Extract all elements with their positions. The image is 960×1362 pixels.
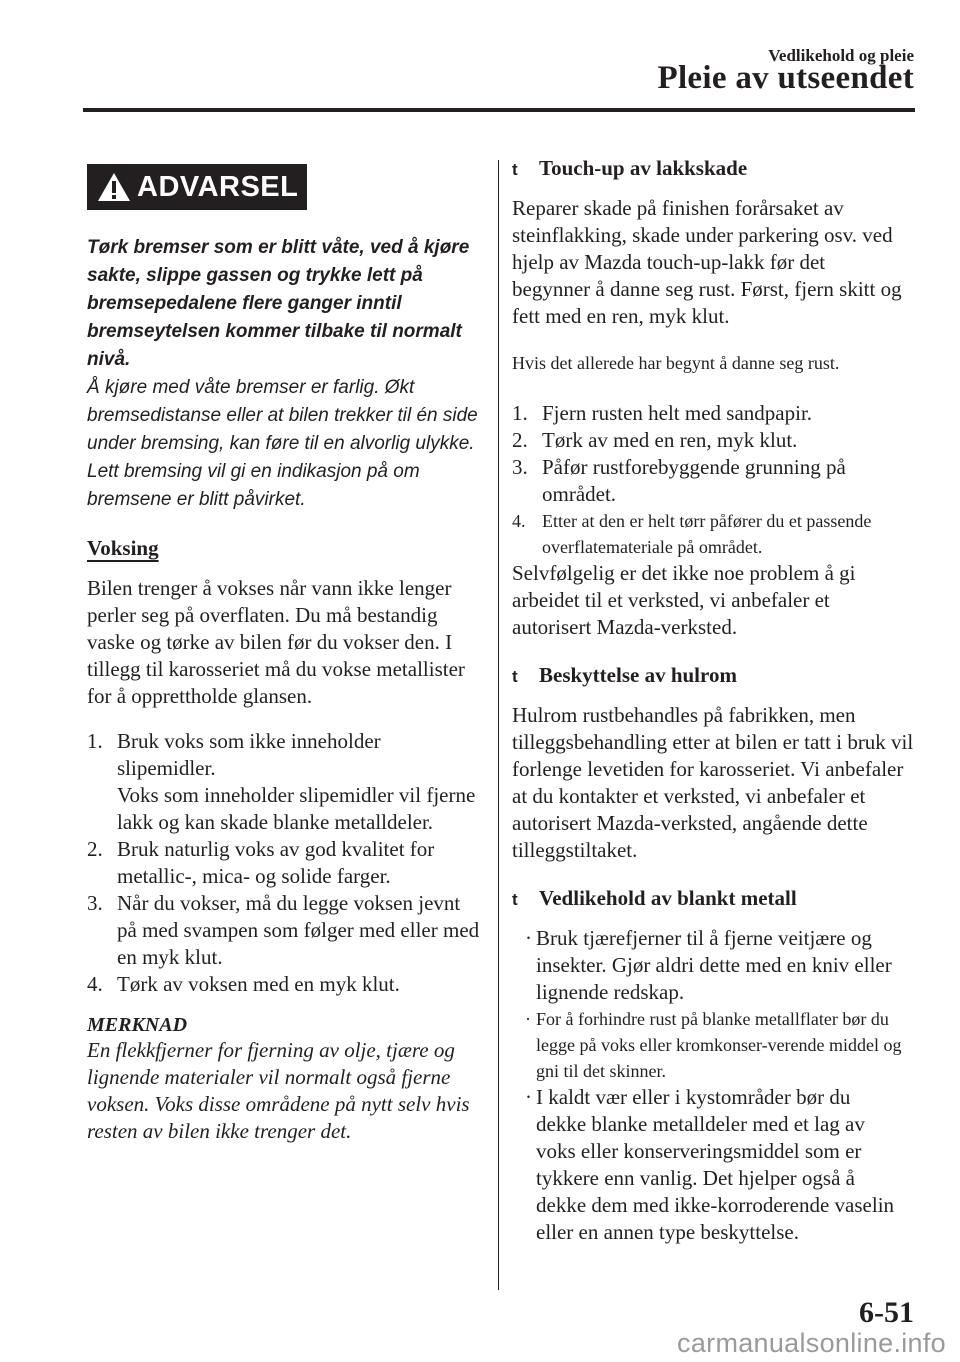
right-column: [512, 156, 922, 1246]
page-number: 6-51: [859, 1296, 914, 1329]
touchup-rust-intro: Hvis det allerede har begynt å danne seg rust.: [512, 353, 840, 373]
section-title: Touch-up av lakkskade: [539, 156, 748, 180]
touchup-text: Reparer skade på finishen forårsaket av steinflakking, skade under parkering osv. ved hjelp av Mazda touch-up-lakk før det begynner å danne seg rust. Først, fjern skitt og fett med en ren, myk klut.: [512, 196, 902, 328]
list-text: Når du vokser, må du legge voksen jevnt på med svampen som følger med eller med en myk klut.: [117, 891, 480, 969]
section-title: Vedlikehold av blankt metall: [539, 886, 797, 910]
list-item: [87, 728, 482, 836]
bullet-dot: ·: [525, 1009, 531, 1029]
list-item: [512, 454, 907, 508]
list-text: Bruk naturlig voks av god kvalitet for metallic-, mica- og solide farger.: [117, 837, 435, 888]
section-marker: t: [512, 890, 518, 909]
section-title: Beskyttelse av hulrom: [539, 663, 737, 687]
note-heading: MERKNAD: [87, 1014, 188, 1036]
watermark: carmanualsonline.info: [677, 1328, 946, 1358]
list-text: Fjern rusten helt med sandpapir.: [542, 401, 813, 425]
warning-triangle-icon: [97, 172, 131, 202]
list-item: [87, 890, 482, 971]
bullet-dot: ·: [525, 926, 532, 950]
touchup-closing: Selvfølgelig er det ikke noe problem å gi arbeidet til et verksted, vi anbefaler et autorisert Mazda-verksted.: [512, 561, 856, 639]
warning-text: Å kjøre med våte bremser er farlig. Økt bremsedistanse eller at bilen trekker til én side under bremsing, kan føre til en alvorlig ulykke. Lett bremsing vil gi en indikasjon på om bremsene er blitt påvirket.: [87, 377, 478, 510]
list-text: Etter at den er helt tørr påfører du et passende overflatemateriale på området.: [542, 511, 872, 557]
step-subtext: Voks som inneholder slipemidler vil fjerne lakk og kan skade blanke metalldeler.: [117, 783, 476, 834]
warning-bold-text: Tørk bremser som er blitt våte, ved å kjøre sakte, slippe gassen og trykke lett på bremsepedalene flere ganger inntil bremseytelsen kommer tilbake til normalt nivå.: [87, 237, 470, 370]
section-marker: t: [512, 160, 518, 179]
list-text: For å forhindre rust på blanke metallflater bør du legge på voks eller kromkonser-verende middel og gni til det skinner.: [536, 1009, 902, 1081]
list-number: 4.: [87, 972, 103, 996]
list-item: [512, 400, 907, 427]
page-title: Pleie av utseendet: [657, 60, 914, 96]
metall-bullets: [512, 925, 902, 1246]
header-section: Vedlikehold og pleie: [768, 46, 914, 65]
list-text: Påfør rustforebyggende grunning på området.: [542, 455, 846, 506]
note-text: En flekkfjerner for fjerning av olje, tjære og lignende materialer vil normalt også fjerne voksen. Voks disse områdene på nytt selv hvis resten av bilen ikke trenger det.: [87, 1038, 470, 1143]
list-text: [117, 728, 482, 836]
list-number: 3.: [87, 891, 103, 915]
list-item: [525, 1006, 902, 1084]
bullet-dot: ·: [525, 1085, 532, 1109]
warning-banner: [87, 164, 307, 210]
list-number: 3.: [512, 455, 528, 479]
list-text: Bruk tjærefjerner til å fjerne veitjære og insekter. Gjør aldri dette med en kniv eller lignende redskap.: [536, 926, 892, 1004]
list-number: 4.: [512, 511, 526, 531]
hulrom-heading: [512, 663, 922, 688]
warning-label: ADVARSEL: [137, 170, 299, 203]
list-item: [525, 1084, 902, 1246]
touchup-steps: [512, 400, 907, 560]
list-text: Tørk av voksen med en myk klut.: [117, 972, 400, 996]
touchup-heading: [512, 156, 922, 181]
list-number: 2.: [512, 428, 528, 452]
left-column: [87, 164, 482, 1145]
voksing-steps: [87, 728, 482, 998]
column-divider: [498, 160, 499, 1290]
step-text: Bruk voks som ikke inneholder slipemidler.: [117, 729, 381, 780]
list-number: 1.: [87, 729, 103, 753]
list-item: [512, 508, 907, 560]
list-item: [87, 836, 482, 890]
section-marker: t: [512, 667, 518, 686]
hulrom-text: Hulrom rustbehandles på fabrikken, men tilleggsbehandling etter at bilen er tatt i bruk vil forlenge levetiden for karosseriet. Vi anbefaler at du kontakter et verksted, vi anbefaler et autorisert Mazda-verksted, angående dette tilleggstiltaket.: [512, 703, 914, 862]
list-number: 1.: [512, 401, 528, 425]
list-item: [512, 427, 907, 454]
voksing-intro: Bilen trenger å vokses når vann ikke lenger perler seg på overflaten. Du må bestandig vaske og tørke av bilen før du vokser den. I tillegg til karosseriet må du vokse metallister for å opprettholde glansen.: [87, 576, 465, 708]
header-rule: [83, 108, 915, 112]
list-item: [87, 971, 482, 998]
voksing-heading: Voksing: [87, 536, 159, 560]
list-item: [525, 925, 902, 1006]
list-text: I kaldt vær eller i kystområder bør du dekke blanke metalldeler med et lag av voks eller konserveringsmiddel som er tykkere enn vanlig. Det hjelper også å dekke dem med ikke-korroderende vaselin eller en annen type beskyttelse.: [536, 1085, 895, 1244]
list-number: 2.: [87, 837, 103, 861]
list-text: Tørk av med en ren, myk klut.: [542, 428, 798, 452]
metall-heading: [512, 886, 922, 911]
